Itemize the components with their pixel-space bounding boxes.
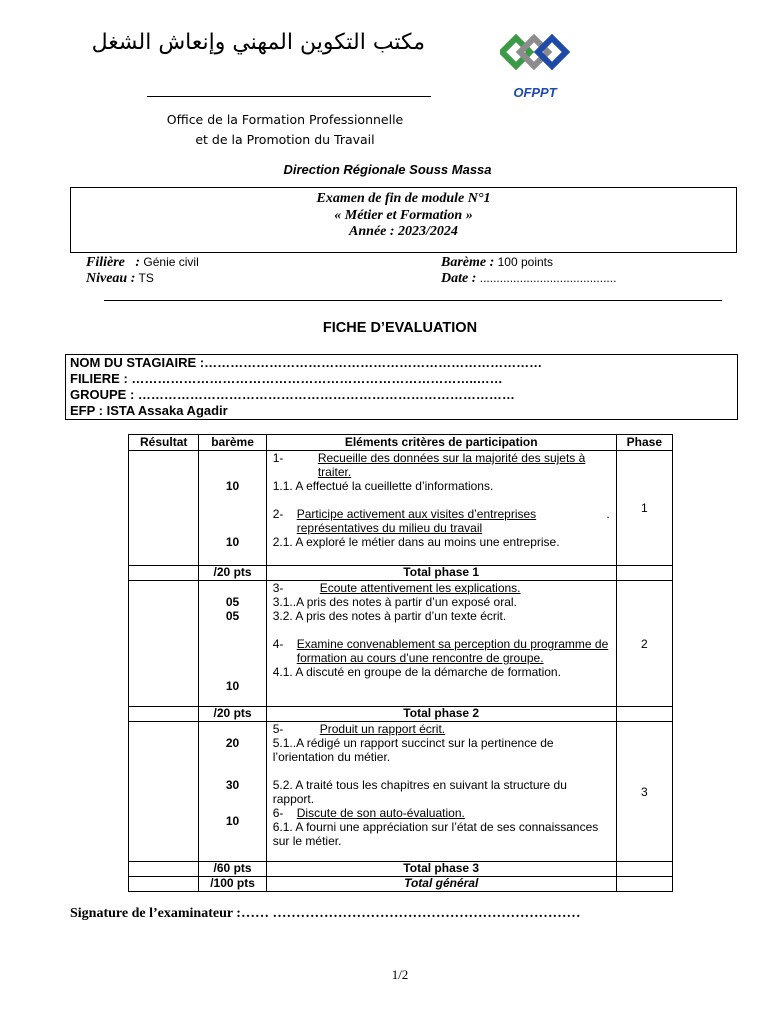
phase-3-total-empty [129, 862, 199, 877]
grand-total-row [129, 877, 673, 892]
phase-1-resultat [129, 451, 199, 566]
phase-2-row [129, 581, 673, 707]
phase-1-total-label: Total phase 1 [266, 566, 616, 581]
office-line-1: Office de la Formation Professionnelle [166, 112, 404, 127]
niveau-label: Niveau : [86, 271, 136, 286]
header-underline [147, 96, 431, 97]
phase-2-total-phase [616, 707, 672, 722]
ofppt-logo [500, 34, 570, 100]
grand-total-points: /100 pts [199, 877, 266, 892]
criterion-2-1: 2.1. A exploré le métier dans au moins une entreprise. [272, 535, 560, 549]
grand-total-phase [616, 877, 672, 892]
criterion-1-title: Recueille des données sur la majorité des sujets à traiter. [317, 451, 586, 479]
criterion-1-1: 1.1. A effectué la cueillette d’informations. [272, 479, 494, 493]
phase-2-resultat [129, 581, 199, 707]
criterion-5-1: 5.1..A rédigé un rapport succinct sur la pertinence de l’orientation du métier. [272, 736, 554, 764]
page-number: 1/2 [391, 967, 409, 982]
phase-3-total-phase [616, 862, 672, 877]
criterion-3-2: 3.2. A pris des notes à partir d’un texte écrit. [272, 609, 507, 623]
phase-2-total-empty [129, 707, 199, 722]
criterion-5-2-points: 30 [225, 778, 240, 792]
bareme-info [441, 255, 553, 271]
phase-3-bareme [199, 722, 266, 862]
phase-1-elements: 1- Recueille des données sur la majorité des sujets à traiter. 1.1. A effectué la cueillette d’informations. 2- Participe activement aux visites d’entreprises représentatives du milieu du travail . 2.1. A exploré le métier dans au moins une entreprise. [266, 451, 616, 566]
phase-3-elements [266, 722, 616, 862]
criterion-1-number: 1- [272, 451, 284, 465]
phase-2-total-points: /20 pts [199, 707, 266, 722]
criterion-5-number: 5- [272, 722, 284, 736]
phase-1-total-points: /20 pts [199, 566, 266, 581]
header-bareme: barème [199, 435, 266, 451]
exam-title: Examen de fin de module N°1 [316, 191, 491, 206]
phase-3-row [129, 722, 673, 862]
criterion-3-1: 3.1..A pris des notes à partir d’un exposé oral. [272, 595, 517, 609]
phase-3-resultat [129, 722, 199, 862]
header-resultat: Résultat [129, 435, 199, 451]
filiere-info [86, 255, 199, 271]
criterion-6-1-points: 10 [225, 814, 240, 828]
phase-1-total-empty [129, 566, 199, 581]
phase-2-number: 2 [616, 581, 672, 707]
phase-1-row [129, 451, 673, 566]
signature-line: Signature de l’examinateur :…… ………………………………………………………… [70, 906, 581, 921]
date-value: ......................................... [479, 271, 617, 285]
stagiaire-efp: EFP : ISTA Assaka Agadir [70, 403, 228, 418]
arabic-title: مكتب التكوين المهني وإنعاش الشغل [91, 30, 425, 55]
stagiaire-nom: NOM DU STAGIAIRE :…………………………………………………………………… [70, 355, 543, 370]
logo-text: OFPPT [513, 85, 557, 100]
direction-regionale: Direction Régionale Souss Massa [283, 162, 492, 177]
office-line-2: et de la Promotion du Travail [195, 132, 375, 147]
phase-3-total-label: Total phase 3 [266, 862, 616, 877]
separator-line [104, 300, 722, 301]
phase-1-total-phase [616, 566, 672, 581]
criterion-3-title: Ecoute attentivement les explications. [319, 581, 521, 595]
criterion-4-title: Examine convenablement sa perception du programme de formation au cours d’une rencontre de groupe. [296, 637, 609, 665]
criterion-4-1-points: 10 [225, 679, 240, 693]
niveau-value: TS [138, 271, 154, 285]
phase-1-number: 1 [616, 451, 672, 566]
phase-3-number: 3 [616, 722, 672, 862]
criterion-3-number: 3- [272, 581, 284, 595]
criterion-5-1-points: 20 [225, 736, 240, 750]
phase-2-total-label: Total phase 2 [266, 707, 616, 722]
phase-1-total-row [129, 566, 673, 581]
ofppt-logo-icon [500, 34, 570, 80]
date-info [441, 271, 616, 287]
criterion-4-1: 4.1. A discuté en groupe de la démarche de formation. [272, 665, 561, 679]
phase-2-elements [266, 581, 616, 707]
table-header-row [129, 435, 673, 451]
grand-total-label: Total général [266, 877, 616, 892]
filiere-value: Génie civil [143, 255, 199, 269]
module-name: « Métier et Formation » [334, 208, 473, 223]
criterion-4-number: 4- [272, 637, 284, 651]
criterion-3-1-points: 05 [225, 595, 240, 609]
header-phase: Phase [616, 435, 672, 451]
phase-2-total-row [129, 707, 673, 722]
bareme-label: Barème : [441, 255, 495, 270]
criterion-5-title: Produit un rapport écrit. [319, 722, 446, 736]
phase-3-total-points: /60 pts [199, 862, 266, 877]
criterion-2-1-points: 10 [225, 535, 240, 549]
evaluation-table [128, 434, 673, 892]
criterion-2-number: 2- [272, 507, 284, 521]
date-label: Date : [441, 271, 477, 286]
criterion-1-1-points: 10 [225, 479, 240, 493]
criterion-6-1: 6.1. A fourni une appréciation sur l’état de ses connaissances sur le métier. [272, 820, 599, 848]
phase-1-bareme [199, 451, 266, 566]
header-elements: Eléments critères de participation [266, 435, 616, 451]
criterion-6-title: Discute de son auto-évaluation. [296, 806, 465, 820]
fiche-title: FICHE D’EVALUATION [322, 320, 478, 336]
criterion-2-title: Participe activement aux visites d’entreprises représentatives du milieu du travail [296, 507, 537, 535]
stagiaire-groupe: GROUPE : …………………………………………………………………………… [70, 387, 515, 402]
criterion-6-number: 6- [272, 806, 284, 820]
bareme-value: 100 points [497, 255, 553, 269]
exam-year: Année : 2023/2024 [349, 224, 458, 239]
stagiaire-filiere: FILIERE : ……………………………………………………………………..…… [70, 371, 503, 386]
grand-total-empty [129, 877, 199, 892]
phase-2-bareme [199, 581, 266, 707]
criterion-5-2: 5.2. A traité tous les chapitres en suivant la structure du rapport. [272, 778, 567, 806]
phase-3-total-row [129, 862, 673, 877]
niveau-info [86, 271, 154, 287]
filiere-label: Filière : [86, 255, 141, 270]
criterion-3-2-points: 05 [225, 609, 240, 623]
